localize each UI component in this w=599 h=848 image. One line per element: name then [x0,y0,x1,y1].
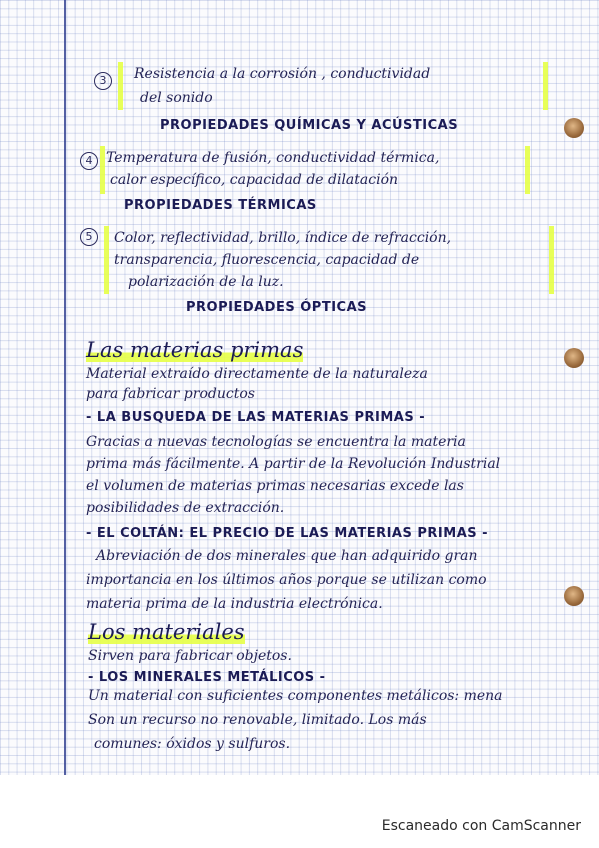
note-line: prima más fácilmente. A partir de la Revolución Industrial [86,456,501,472]
note-line: Abreviación de dos minerales que han adquirido gran [96,548,478,564]
subsection-heading: - LOS MINERALES METÁLICOS - [88,670,326,685]
binder-hole [564,118,584,138]
note-line: comunes: óxidos y sulfuros. [94,736,291,752]
note-line: para fabricar productos [86,386,255,402]
margin-line [64,0,66,775]
binder-hole [564,586,584,606]
section-heading: PROPIEDADES QUÍMICAS Y ACÚSTICAS [160,118,459,133]
section-title: Los materiales [88,620,245,644]
item-number-4: 4 [80,152,98,170]
subsection-heading: - LA BUSQUEDA DE LAS MATERIAS PRIMAS - [86,410,426,425]
note-line: Sirven para fabricar objetos. [88,648,292,664]
note-line: polarización de la luz. [128,274,284,290]
note-line: importancia en los últimos años porque se utilizan como [86,572,487,588]
note-line: Resistencia a la corrosión , conductividad [134,66,431,82]
note-line: del sonido [140,90,213,106]
item-number-5: 5 [80,228,98,246]
note-line: el volumen de materias primas necesarias excede las [86,478,464,494]
section-heading: PROPIEDADES TÉRMICAS [124,198,317,213]
note-line: Son un recurso no renovable, limitado. Los más [88,712,427,728]
note-line: Temperatura de fusión, conductividad térmica, [106,150,440,166]
item-number-3: 3 [94,72,112,90]
note-line: materia prima de la industria electrónica. [86,596,383,612]
note-line: Un material con suficientes componentes metálicos: mena [88,688,503,704]
binder-hole [564,348,584,368]
note-line: Material extraído directamente de la naturaleza [86,366,428,382]
subsection-heading: - EL COLTÁN: EL PRECIO DE LAS MATERIAS PRIMAS - [86,526,489,541]
note-line: Color, reflectividad, brillo, índice de refracción, [114,230,452,246]
scanner-watermark: Escaneado con CamScanner [381,818,581,834]
section-heading: PROPIEDADES ÓPTICAS [186,300,367,315]
section-title: Las materias primas [86,338,304,362]
note-line: posibilidades de extracción. [86,500,285,516]
note-line: Gracias a nuevas tecnologías se encuentra la materia [86,434,466,450]
note-line: transparencia, fluorescencia, capacidad de [114,252,420,268]
note-line: calor específico, capacidad de dilatación [110,172,399,188]
